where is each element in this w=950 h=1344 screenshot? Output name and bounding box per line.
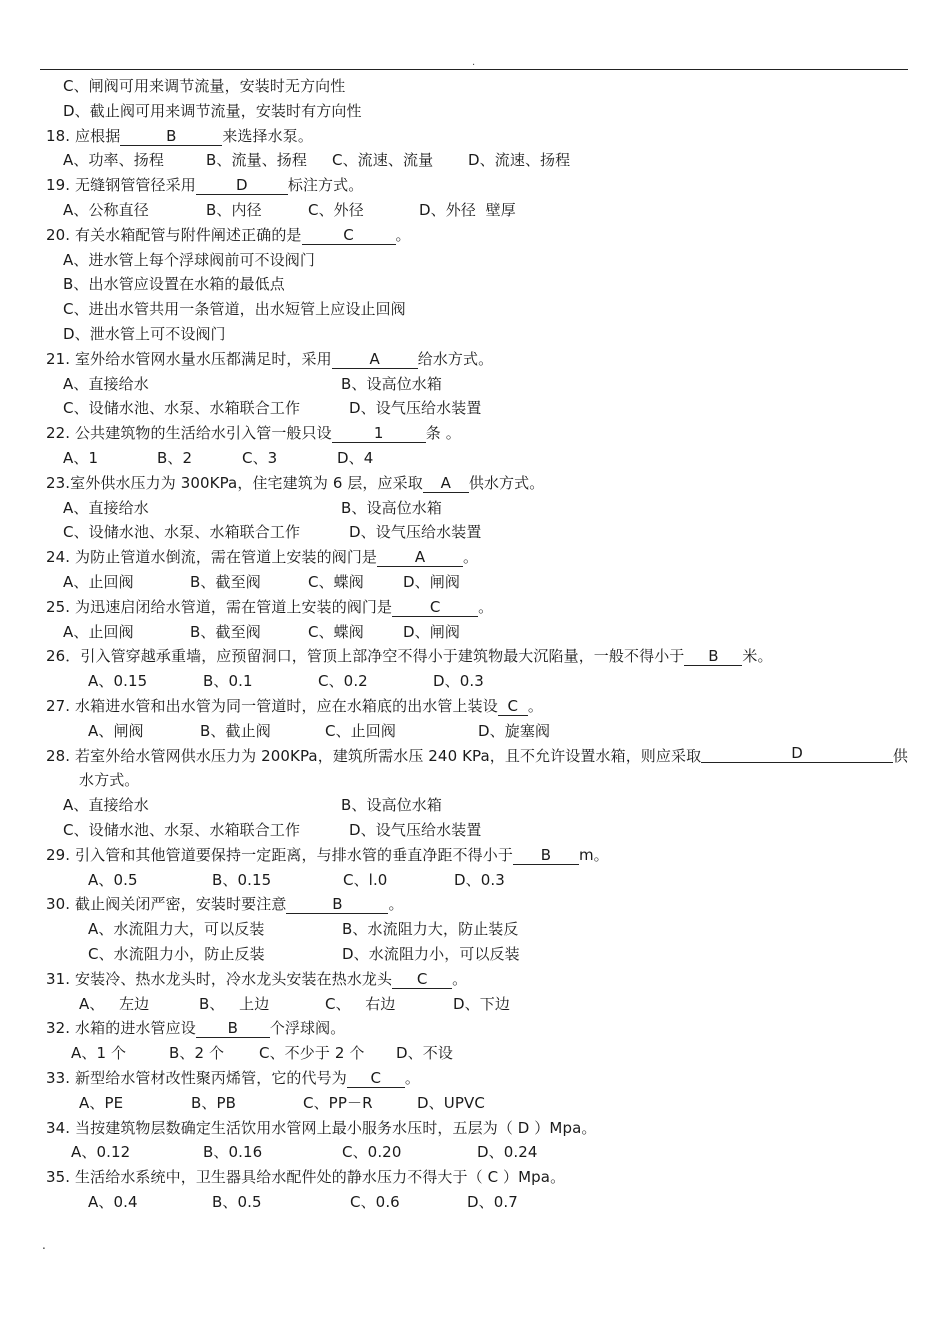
question-text: 26．引入管穿越承重墙，应预留洞口，管顶上部净空不得小于建筑物最大沉陷量，一般不得小于 xyxy=(46,647,685,666)
question-line xyxy=(46,347,493,372)
option-item: B、0.1 xyxy=(203,672,253,691)
question-text-end: 米。 xyxy=(742,647,773,666)
question-text: 35. 生活给水系统中，卫生器具给水配件处的静水压力不得大于（ C ）Mpa。 xyxy=(46,1168,566,1187)
option-item: A、水流阻力大，可以反装 xyxy=(88,920,265,939)
option-line: B、出水管应设置在水箱的最低点 xyxy=(63,275,285,294)
option-item: C、不少于 2 个 xyxy=(259,1044,365,1063)
answer-blank: C xyxy=(347,1069,405,1088)
question-line xyxy=(46,1066,420,1091)
option-item: A、 左边 xyxy=(79,994,150,1013)
question-line xyxy=(46,967,467,992)
question-text: 34. 当按建筑物层数确定生活饮用水管网上最小服务水压时，五层为（ D ）Mpa。 xyxy=(46,1118,597,1137)
question-text: 28. 若室外给水管网供水压力为 200KPa，建筑所需水压 240 KPa，且不允许设置水箱，则应采取 xyxy=(46,746,702,765)
question-text: 25. 为迅速启闭给水管道，需在管道上安装的阀门是 xyxy=(46,597,393,616)
question-text: 21. 室外给水管网水量水压都满足时，采用 xyxy=(46,349,332,368)
option-item: B、截至阀 xyxy=(190,573,261,591)
answer-blank: D xyxy=(196,176,288,195)
question-text-end: 。 xyxy=(452,969,468,988)
question-text: 19. 无缝钢管管径采用 xyxy=(46,176,196,195)
option-line: C、闸阀可用来调节流量，安装时无方向性 xyxy=(63,77,346,95)
answer-blank: D xyxy=(701,744,893,763)
option-item: C、设储水池、水泵、水箱联合工作 xyxy=(63,821,301,839)
option-item: A、功率、扬程 xyxy=(63,151,164,170)
option-item: B、截止阀 xyxy=(200,721,271,740)
option-item: D、外径 壁厚 xyxy=(419,201,516,219)
option-item: A、止回阀 xyxy=(63,573,134,591)
option-item: C、设储水池、水泵、水箱联合工作 xyxy=(63,399,301,418)
option-item: C、PP－R xyxy=(303,1093,373,1112)
option-item: D、下边 xyxy=(453,994,510,1013)
question-text: 33. 新型给水管材改性聚丙烯管，它的代号为 xyxy=(46,1069,347,1087)
question-text-end: 。 xyxy=(527,697,543,715)
option-item: C、外径 xyxy=(308,201,364,219)
option-item: B、设高位水箱 xyxy=(341,498,442,517)
question-text: 24. 为防止管道水倒流，需在管道上安装的阀门是 xyxy=(46,548,378,567)
option-item: A、0.15 xyxy=(88,672,148,691)
question-line xyxy=(46,223,411,248)
question-text-end: 。 xyxy=(404,1069,420,1087)
question-text: 29. 引入管和其他管道要保持一定距离，与排水管的垂直净距不得小于 xyxy=(46,845,513,864)
question-text-end: 。 xyxy=(463,548,479,567)
option-item: C、止回阀 xyxy=(325,721,396,740)
option-item: D、流速、扬程 xyxy=(468,151,571,170)
question-text: 31. 安装冷、热水龙头时，冷水龙头安装在热水龙头 xyxy=(46,969,393,988)
option-item: A、直接给水 xyxy=(63,498,149,517)
option-line: C、进出水管共用一条管道，出水短管上应设止回阀 xyxy=(63,300,406,319)
question-text: 27. 水箱进水管和出水管为同一管道时，应在水箱底的出水管上装设 xyxy=(46,697,498,715)
question-text-end: 供 xyxy=(892,746,908,765)
question-text-end: 供水方式。 xyxy=(468,473,545,492)
option-item: A、直接给水 xyxy=(63,796,149,815)
option-item: B、设高位水箱 xyxy=(341,796,442,815)
option-item: D、设气压给水装置 xyxy=(349,399,482,418)
question-line xyxy=(46,545,478,570)
question-text-end: 。 xyxy=(388,895,404,914)
question-continuation: 水方式。 xyxy=(79,771,140,790)
question-line xyxy=(46,1016,345,1041)
option-item: D、0.24 xyxy=(477,1143,538,1162)
question-text-end: 来选择水泵。 xyxy=(222,126,313,145)
option-item: D、闸阀 xyxy=(403,622,460,641)
option-item: D、0.7 xyxy=(467,1193,518,1211)
option-item: A、1 xyxy=(63,449,99,467)
option-item: C、蝶阀 xyxy=(308,573,364,591)
question-text-end: 。 xyxy=(395,225,411,244)
question-line xyxy=(46,173,363,198)
option-item: C、设储水池、水泵、水箱联合工作 xyxy=(63,523,301,542)
option-item: D、0.3 xyxy=(454,870,505,889)
option-item: B、内径 xyxy=(206,201,262,219)
question-line xyxy=(46,644,773,669)
question-line xyxy=(46,421,461,446)
option-item: B、2 个 xyxy=(169,1044,225,1063)
answer-blank: C xyxy=(392,598,478,617)
option-item: A、闸阀 xyxy=(88,721,144,740)
option-item: B、0.16 xyxy=(203,1143,263,1162)
option-item: D、4 xyxy=(337,449,374,467)
option-item: D、不设 xyxy=(396,1044,453,1063)
footer-dot: . xyxy=(42,1238,46,1252)
option-item: B、0.5 xyxy=(212,1193,262,1211)
answer-blank: C xyxy=(498,697,528,716)
answer-blank: B xyxy=(286,895,388,914)
option-item: D、UPVC xyxy=(417,1093,485,1112)
question-text: 20. 有关水箱配管与附件阐述正确的是 xyxy=(46,225,302,244)
question-line xyxy=(46,1165,565,1190)
answer-blank: A xyxy=(332,350,418,369)
option-item: B、PB xyxy=(191,1093,237,1112)
option-line: D、泄水管上可不设阀门 xyxy=(63,325,226,343)
option-item: C、0.2 xyxy=(318,672,368,691)
question-text: 30. 截止阀关闭严密，安装时要注意 xyxy=(46,895,287,914)
question-line xyxy=(46,595,493,620)
option-item: A、PE xyxy=(79,1093,124,1112)
answer-blank: B xyxy=(684,647,742,666)
question-line xyxy=(46,124,313,149)
option-item: B、水流阻力大，防止装反 xyxy=(342,920,519,939)
question-text-end: 给水方式。 xyxy=(417,349,494,368)
option-item: C、l.0 xyxy=(343,870,388,889)
question-line xyxy=(46,843,609,868)
answer-blank: A xyxy=(377,548,463,567)
answer-blank: B xyxy=(513,846,579,865)
option-item: B、 上边 xyxy=(199,994,270,1013)
question-line xyxy=(46,694,543,719)
option-item: D、旋塞阀 xyxy=(478,721,551,740)
option-item: D、水流阻力小，可以反装 xyxy=(342,945,520,963)
option-item: C、蝶阀 xyxy=(308,622,364,641)
option-item: B、2 xyxy=(157,449,193,467)
option-item: A、公称直径 xyxy=(63,201,149,219)
option-item: D、设气压给水装置 xyxy=(349,821,482,839)
option-item: C、0.6 xyxy=(350,1193,400,1211)
question-text: 18. 应根据 xyxy=(46,126,121,145)
option-item: A、0.5 xyxy=(88,870,138,889)
question-line xyxy=(46,1116,596,1141)
answer-blank: B xyxy=(196,1019,270,1038)
header-dot: . xyxy=(472,57,476,68)
option-item: D、设气压给水装置 xyxy=(349,523,482,542)
option-item: C、水流阻力小，防止反装 xyxy=(88,945,265,963)
question-line xyxy=(46,471,544,496)
option-line: A、进水管上每个浮球阀前可不设阀门 xyxy=(63,250,315,269)
header-rule xyxy=(40,69,908,70)
question-text-end: 条 。 xyxy=(425,424,461,443)
answer-blank: C xyxy=(392,970,452,989)
question-line xyxy=(46,744,908,769)
option-item: A、止回阀 xyxy=(63,622,134,641)
option-item: A、0.4 xyxy=(88,1193,138,1211)
answer-blank: 1 xyxy=(332,424,426,443)
question-text: 32. 水箱的进水管应设 xyxy=(46,1019,196,1038)
option-item: B、设高位水箱 xyxy=(341,374,442,393)
option-item: B、流量、扬程 xyxy=(206,151,307,170)
question-text: 22. 公共建筑物的生活给水引入管一般只设 xyxy=(46,424,332,443)
option-item: A、1 个 xyxy=(71,1044,127,1063)
option-item: A、直接给水 xyxy=(63,374,149,393)
option-item: D、闸阀 xyxy=(403,573,460,591)
option-item: B、截至阀 xyxy=(190,622,261,641)
option-item: A、0.12 xyxy=(71,1143,131,1162)
option-item: D、0.3 xyxy=(433,672,484,691)
answer-blank: A xyxy=(423,474,469,493)
option-item: C、0.20 xyxy=(342,1143,402,1162)
question-text-end: 标注方式。 xyxy=(287,176,364,195)
option-item: C、 右边 xyxy=(325,994,396,1013)
question-line xyxy=(46,892,404,917)
question-text-end: 个浮球阀。 xyxy=(269,1019,346,1038)
question-text-end: 。 xyxy=(478,597,494,616)
option-item: C、流速、流量 xyxy=(332,151,434,170)
question-text: 23.室外供水压力为 300KPa，住宅建筑为 6 层，应采取 xyxy=(46,473,423,492)
option-item: B、0.15 xyxy=(212,870,272,889)
answer-blank: B xyxy=(120,127,222,146)
option-line: D、截止阀可用来调节流量，安装时有方向性 xyxy=(63,101,362,120)
answer-blank: C xyxy=(302,226,396,245)
option-item: C、3 xyxy=(242,449,278,467)
question-text-end: m。 xyxy=(578,845,609,864)
